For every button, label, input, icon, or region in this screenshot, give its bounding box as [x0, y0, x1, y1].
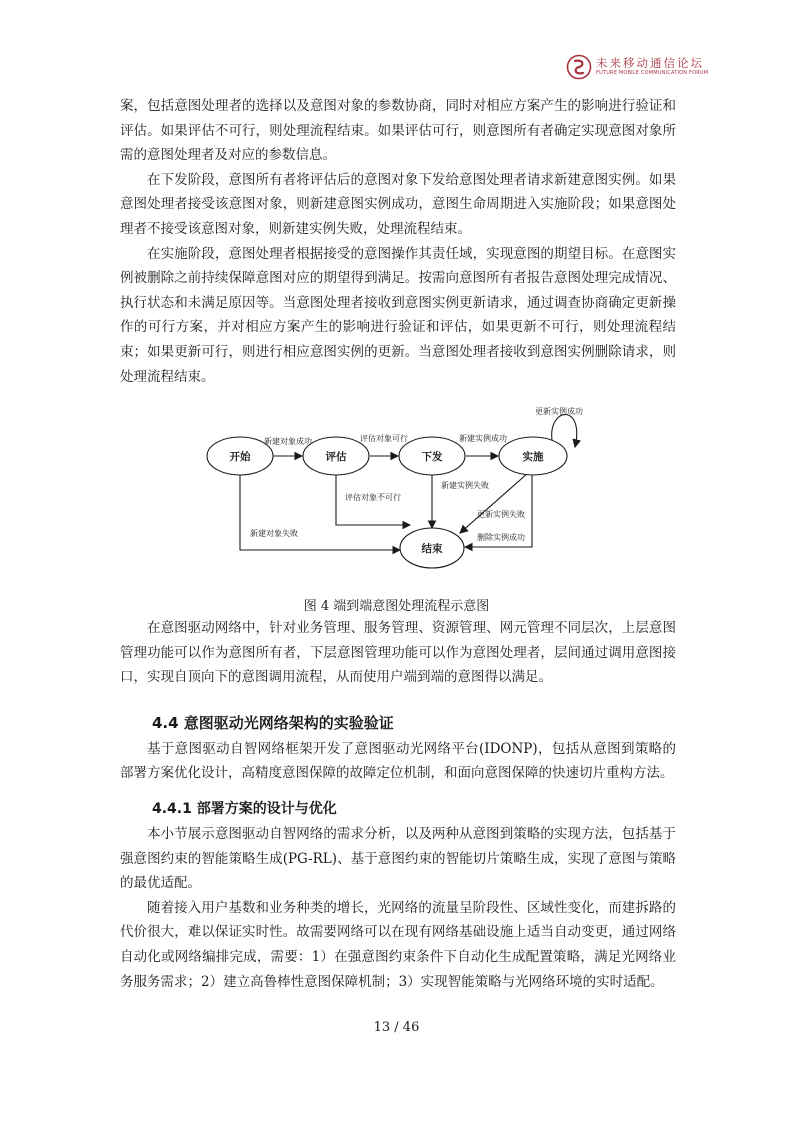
forum-logo-icon [566, 54, 592, 80]
section-heading: 4.4 意图驱动光网络架构的实验验证 [152, 713, 394, 732]
edge-label: 更新实例失败 [477, 510, 525, 519]
edge-start-end [240, 475, 400, 550]
intent-flow-diagram [120, 395, 676, 595]
edge-label: 评估对象可行 [360, 434, 408, 443]
edge-label: 更新实例成功 [535, 407, 583, 416]
edge-label: 新建实例成功 [459, 434, 507, 443]
node-implement-label: 实施 [522, 451, 544, 463]
node-deliver-label: 下发 [421, 451, 443, 463]
paragraph: 随着接入用户基数和业务种类的增长，光网络的流量呈阶段性、区域性变化，而建拆路的代价很大，难以保证实时性。故需要网络可以在现有网络基础设施上适当自动变更，通过网络自动化或网络编排完成，需要：1）在强意图约束条件下自动化生成配置策略，满足光网络业务服务需求；2）建立高鲁棒性意图保障机制；3）实现智能策略与光网络环境的实时适配。 [120, 899, 676, 990]
figure-caption: 图 4 端到端意图处理流程示意图 [303, 599, 490, 614]
subsection-heading: 4.4.1 部署方案的设计与优化 [152, 800, 337, 817]
logo-chinese-text: 未来移动通信论坛 [596, 55, 704, 70]
paragraph: 在实施阶段，意图处理者根据接受的意图操作其责任域，实现意图的期望目标。在意图实例被删除之前持续保障意图对应的期望得到满足。按需向意图所有者报告意图处理完成情况、执行状态和未满足原因等。当意图处理者接收到意图实例更新请求，通过调查协商确定更新操作的可行方案，并对相应方案产生的影响进行验证和评估，如果更新不可行，则处理流程结束；如果更新可行，则进行相应意图实例的更新。当意图处理者接收到意图实例删除请求，则处理流程结束。 [120, 245, 676, 385]
node-end-label: 结束 [421, 543, 443, 555]
paragraph: 在下发阶段，意图所有者将评估后的意图对象下发给意图处理者请求新建意图实例。如果意图处理者接受该意图对象，则新建意图实例成功，意图生命周期进入实施阶段；如果意图处理者不接受该意图对象，则新建实例失败，处理流程结束。 [120, 171, 676, 237]
paragraph: 在意图驱动网络中，针对业务管理、服务管理、资源管理、网元管理不同层次，上层意图管理功能可以作为意图所有者，下层意图管理功能可以作为意图处理者，层间通过调用意图接口，实现自顶向下的意图调用流程，从而使用户端到端的意图得以满足。 [120, 620, 676, 686]
edge-label: 新建对象成功 [264, 437, 312, 446]
paragraph: 基于意图驱动自智网络框架开发了意图驱动光网络平台(IDONP)，包括从意图到策略的部署方案优化设计，高精度意图保障的故障定位机制，和面向意图保障的快速切片重构方法。 [120, 740, 676, 782]
page-number: 13 / 46 [373, 1020, 420, 1035]
edge-label: 新建实例失败 [441, 481, 489, 490]
forum-logo [566, 52, 726, 82]
body-bottom [120, 616, 676, 994]
edge-label: 删除实例成功 [477, 533, 525, 542]
node-evaluate-label: 评估 [325, 451, 347, 463]
paragraph: 案，包括意图处理者的选择以及意图对象的参数协商，同时对相应方案产生的影响进行验证和评估。如果评估不可行，则处理流程结束。如果评估可行，则意图所有者确定实现意图对象所需的意图处理者及对应的参数信息。 [120, 98, 676, 164]
logo-english-text: FUTURE MOBILE COMMUNICATION FORUM [596, 70, 709, 77]
edge-label: 评估对象不可行 [345, 493, 401, 502]
body-top [120, 94, 676, 389]
paragraph: 本小节展示意图驱动自智网络的需求分析，以及两种从意图到策略的实现方法，包括基于强意图约束的智能策略生成(PG-RL)、基于意图约束的智能切片策略生成，实现了意图与策略的最优适配。 [120, 825, 676, 892]
edge-label: 新建对象失败 [250, 529, 298, 538]
node-start-label: 开始 [229, 451, 251, 463]
